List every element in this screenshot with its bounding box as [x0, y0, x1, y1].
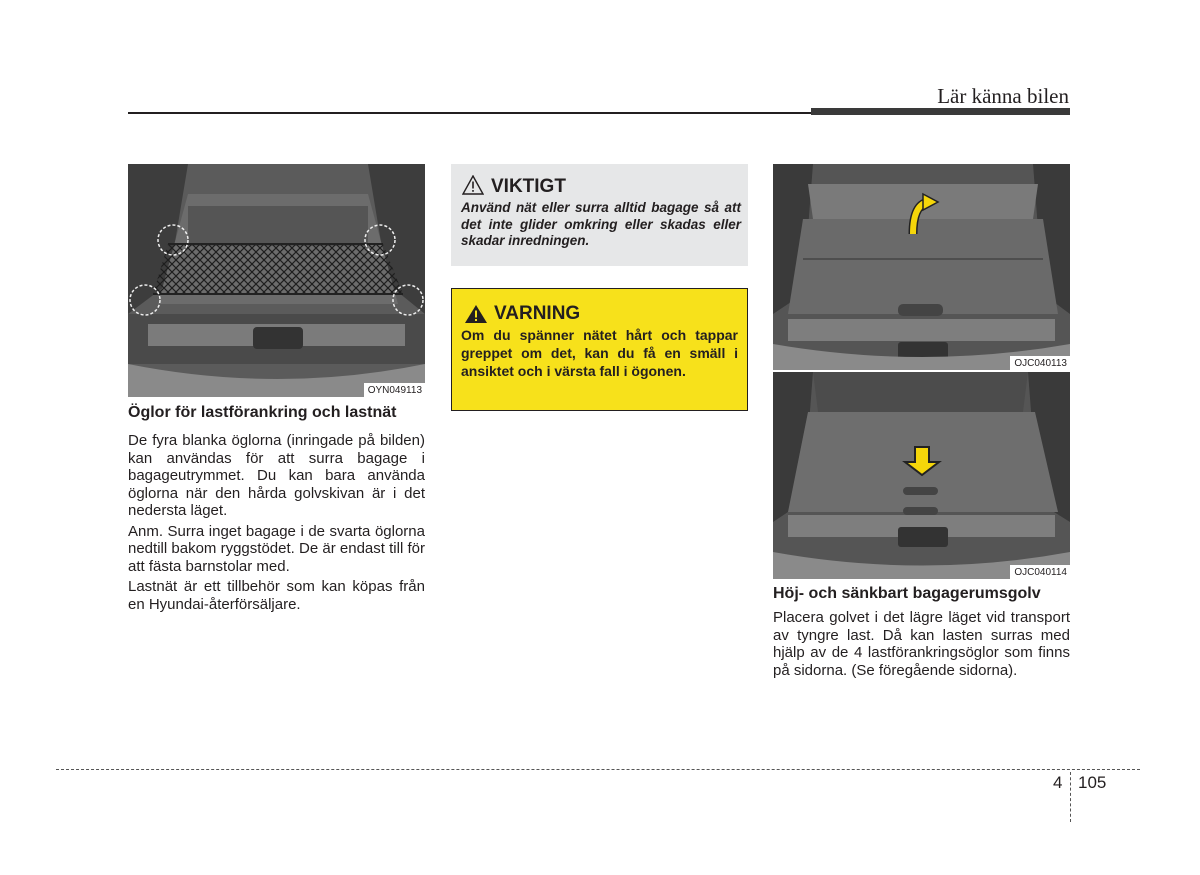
cargo-floor-raise-photo: [773, 164, 1070, 370]
image-code-label: OJC040114: [1010, 565, 1070, 579]
notice-box: [451, 164, 748, 266]
paragraph: Lastnät är ett tillbehör som kan köpas från en Hyundai-återförsäljare.: [128, 578, 425, 613]
warning-box: [451, 288, 748, 411]
cargo-net-photo: [128, 164, 425, 397]
page-number: 105: [1078, 773, 1107, 792]
paragraph: De fyra blanka öglorna (inringade på bilden) kan användas för att surra bagage i bagageutrymmet. Du kan bara använda öglorna när den hårda golvskivan är i det nedersta läget.: [128, 432, 425, 519]
notice-title: VIKTIGT: [491, 176, 566, 197]
warning-text: Om du spänner nätet hårt och tappar greppet om det, kan du få en smäll i ansiktet och i värsta fall i ögonen.: [461, 327, 738, 379]
footer-divider: [56, 769, 1140, 770]
chapter-number: 4: [1053, 773, 1063, 792]
section-heading-anchors: Öglor för lastförankring och lastnät: [128, 404, 397, 421]
paragraph: Placera golvet i det lägre läget vid transport av tyngre last. Då kan lasten surras med hjälp av de 4 lastförankringsöglor som finns på sidorna. (Se föregående sidorna).: [773, 609, 1070, 679]
image-code-label: OJC040113: [1010, 356, 1070, 370]
image-code-label: OYN049113: [364, 383, 425, 397]
caution-triangle-icon: [462, 175, 484, 195]
header-rule-thin: [128, 112, 811, 114]
paragraph: Anm. Surra inget bagage i de svarta öglorna nedtill bakom ryggstödet. De är endast till för att fästa barnstolar med.: [128, 522, 425, 575]
header-rule-thick: [811, 108, 1070, 115]
cargo-floor-lower-photo: [773, 372, 1070, 579]
warning-title: VARNING: [494, 303, 581, 324]
left-text-block: [128, 404, 425, 613]
footer-vertical-divider: [1070, 772, 1071, 822]
notice-text: Använd nät eller surra alltid bagage så att det inte glider omkring eller skadas eller skadar inredningen.: [461, 200, 741, 248]
right-text-block: [773, 585, 1070, 679]
section-heading-floor: Höj- och sänkbart bagagerumsgolv: [773, 585, 1041, 602]
chapter-header-title: Lär känna bilen: [937, 84, 1069, 108]
warning-triangle-icon: [464, 304, 488, 324]
